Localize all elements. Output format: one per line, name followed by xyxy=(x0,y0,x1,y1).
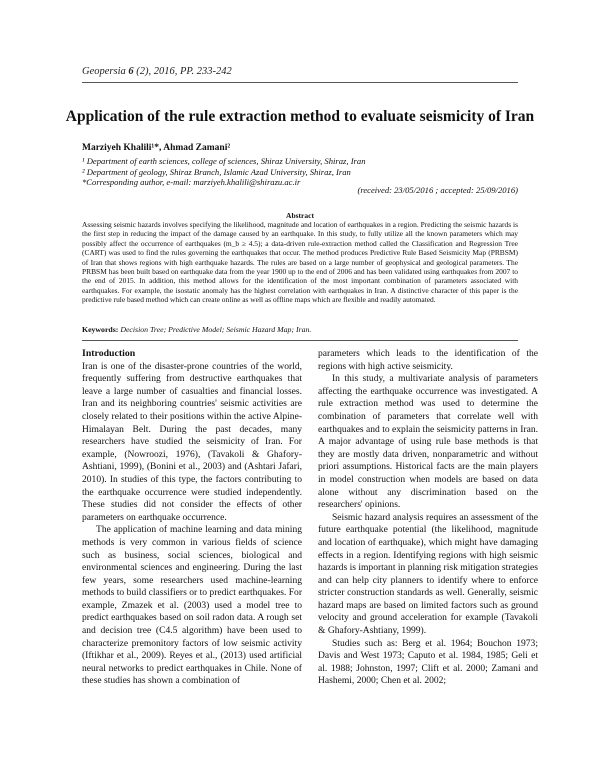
paragraph: In this study, a multivariate analysis of parameters affecting the earthquake occurrence was investigated. A rule extraction method was used to determine the combination of parameters that correlate well with earthquakes and to explain the seismicity patterns in Iran. A major advantage of using rule base methods is that they are mostly data driven, nonparametric and without priori assumptions. Historical facts are the main players in model construction when models are based on data alone without any discrimination based on the researchers' opinions. xyxy=(318,373,538,511)
paragraph: parameters which leads to the identification of the regions with high active seismicity. xyxy=(318,348,538,372)
abstract-text: Assessing seismic hazards involves specifying the likelihood, magnitude and location of earthquakes in a region. Predicting the seismic hazards is the first step in reducing the impact of the damage caused by an earthquake. In this study, to fully utilize all the known parameters which may possibly affect the occurrence of earthquakes (m_b ≥ 4.5); a data-driven rule-extraction method called the Classification and Regression Tree (CART) was used to find the rules governing the earthquakes that occur. The method produces Predictive Rule Based Seismicity Map (PRBSM) of Iran that shows regions with high earthquake hazards. The rules are based on a large number of geophysical and geological parameters. The PRBSM has been built based on earthquake data from the year 1900 up to the end of 2006 and has been validated using earthquakes from 2007 to the end of 2015. In addition, this method allows for the identification of the most important combination of parameters associated with earthquakes. For example, the isostatic anomaly has the highest correlation with earthquakes in Iran. A distinctive character of this paper is the predictive rule based method which can create online as well as offline maps which are flexible and readily automated. xyxy=(82,220,518,305)
journal-volume: 6 xyxy=(128,66,134,77)
paragraph: The application of machine learning and data mining methods is very common in various fields of science such as business, social sciences, biological and environmental sciences and engineering. During the last few years, some researchers used machine-learning methods to build classifiers or to predict earthquakes. For example, Zmazek et al. (2003) used a model tree to predict earthquakes based on soil radon data. A rough set and decision tree (C4.5 algorithm) have been used to characterize premonitory factors of low seismic activity (Iftikhar et al., 2009). Reyes et al., (2013) used artificial neural networks to predict earthquakes in Chile. None of these studies has shown a combination of xyxy=(82,524,302,687)
affiliation-1: ¹ Department of earth sciences, college of sciences, Shiraz University, Shiraz, Iran xyxy=(82,156,366,166)
keywords xyxy=(82,325,311,334)
affiliation-2: ² Department of geology, Shiraz Branch, Islamic Azad University, Shiraz, Iran xyxy=(82,166,351,177)
abstract-heading: Abstract xyxy=(286,211,314,220)
paragraph: Iran is one of the disaster-prone countries of the world, frequently suffering from destructive earthquakes that leave a large number of casualties and financial losses. Iran and its neighboring countries' seismic activities are closely related to their positions within the active Alpine-Himalayan Belt. During the past decades, many researchers have studied the seismicity of Iran. For example, (Nowroozi, 1976), (Tavakoli & Ghafory-Ashtiani, 1999), (Bonini et al., 2003) and (Ashtari Jafari, 2010). In studies of this type, the factors contributing to the earthquake occurrence were studied independently. These studies did not consider the effects of other parameters on earthquake occurrence. xyxy=(82,360,302,523)
paragraph: Seismic hazard analysis requires an assessment of the future earthquake potential (the likelihood, magnitude and location of earthquake), which might have damaging effects in a region. Identifying regions with high seismic hazards is important in planning risk mitigation strategies and can help city planners to identify where to enforce stricter construction standards as well. Generally, seismic hazard maps are based on limited factors such as ground velocity and ground acceleration for example (Tavakoli & Ghafory-Ashtiany, 1999). xyxy=(318,511,538,637)
journal-name: Geopersia xyxy=(82,66,126,77)
journal-issue: (2), 2016, PP. 233-242 xyxy=(136,66,232,77)
header-divider xyxy=(82,82,518,83)
keywords-list: Decision Tree; Predictive Model; Seismic Hazard Map; Iran. xyxy=(120,325,312,334)
paragraph: Studies such as: Berg et al. 1964; Bouchon 1973; Davis and West 1973; Caputo et al. 1984, 1985; Geli et al. 1988; Johnston, 1997; Clift et al. 2000; Zamani and Hashemi, 2000; Chen et al. 2002; xyxy=(318,637,538,687)
corresponding-author: *Corresponding author, e-mail: marziyeh.khalili@shirazu.ac.ir xyxy=(82,177,301,188)
keywords-label: Keywords: xyxy=(82,325,119,334)
received-accepted-dates: (received: 23/05/2016 ; accepted: 25/09/2016) xyxy=(357,185,518,195)
left-column xyxy=(82,348,302,688)
paper-title: Application of the rule extraction method to evaluate seismicity of Iran xyxy=(65,108,535,125)
journal-citation xyxy=(82,66,232,77)
section-divider xyxy=(82,340,518,341)
affiliations xyxy=(82,156,366,188)
right-column xyxy=(318,348,538,688)
introduction-heading: Introduction xyxy=(82,348,136,359)
authors: Marziyeh Khalili¹*, Ahmad Zamani² xyxy=(82,143,231,153)
